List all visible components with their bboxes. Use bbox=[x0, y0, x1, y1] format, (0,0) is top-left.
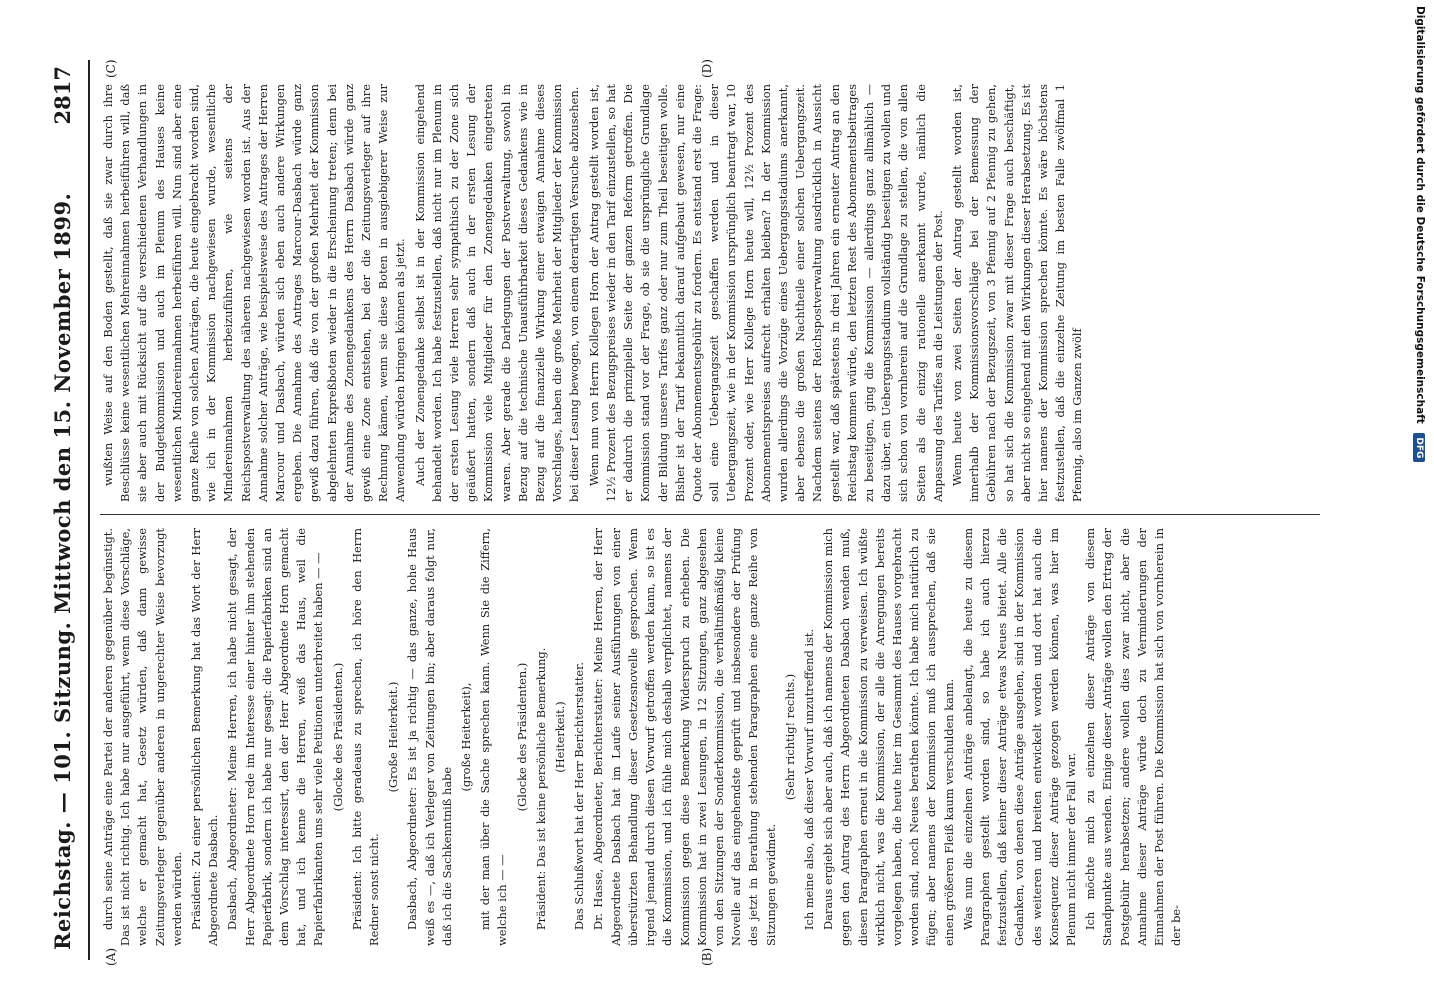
paragraph: Ich möchte mich zu einzelnen dieser Anträge von diesem Standpunkte aus wenden. Einige dieser Anträge wollen den Ertrag der Postgebühr herabsetzen; andere wollen dies zwar nicht, aber die Annahme dieser Anträge würde doch zu Verminderungen der Einnahmen der Post führen. Die Kommission hat sich von vornherein in der be- bbox=[1083, 528, 1184, 946]
page-number: 2817 bbox=[50, 66, 75, 125]
paragraph: Wenn nun von Herrn Kollegen Horn der Antrag gestellt worden ist, 12½ Prozent des Bezugspreises wieder in den Tarif einzustellen, so hat er dadurch die prinzipielle Seite der ganzen Reform getroffen. Die Kommission stand vor der Frage, ob sie die ursprüngliche Grundlage der Bildung unseres Tarifes ganz oder nur zum Theil beseitigen wolle. Bisher ist der Tarif bekanntlich darauf aufgebaut gewesen, nur eine Quote der Abonnementsgebühr zu fordern. Es entstand erst die Frage: soll eine Uebergangszeit geschaffen werden und in dieser Uebergangszeit, wie in der Kommission ursprünglich beantragt war, 10 Prozent oder, wie Herr Kollege Horn heute will, 12½ Prozent des Abonnementspreises aufrecht erhalten bleiben? In der Kommission wurden allerdings die Vorzüge eines Uebergangsstadiums anerkannt, aber ebenso die großen Nachtheile einer solchen Uebergangszeit. Nachdem seitens der Reichspostverwaltung ausdrücklich in Aussicht gestellt war, daß spätestens in drei Jahren ein erneuter Antrag an den Reichstag kommen würde, den letzten Rest des Abonnementsbeitrages zu beseitigen, ging die Kommission — allerdings ganz allmählich — dazu über, ein Uebergangsstadium vollständig beseitigen zu wollen und sich schon von vornherein auf die Grundlage zu stellen, die von allen Seiten als die einzig rationelle anerkannt wurde, nämlich die Anpassung des Tarifes an die Leistungen der Post. bbox=[586, 84, 945, 502]
paragraph: Präsident: Das ist keine persönliche Bemerkung. bbox=[533, 647, 548, 930]
paragraph: Präsident: Ich bitte geradeaus zu sprechen, ich höre den Herrn Redner sonst nicht. bbox=[349, 528, 382, 946]
running-head: Reichstag. — 101. Sitzung. Mittwoch den 15. November 1899. bbox=[50, 192, 75, 950]
paragraph: Dr. Hasse, Abgeordneter, Berichterstatter: Meine Herren, der Herr Abgeordnete Dasbach hat im Laufe seiner Ausführungen von einer überstürzten Behandlung dieser Gesetzesnovelle gesprochen. Wenn irgend jemand durch diesen Vorwurf getroffen werden kann, so ist es die Kommission, und ich fühle mich deshalb verpflichtet, namens der Kommission gegen diese Bemerkung Widerspruch zu erheben. Die Kommission hat in zwei Lesungen, in 12 Sitzungen, ganz abgesehen von den Sitzungen der Sonderkommission, die verhältnißmäßig kleine Novelle auf das eingehendste geprüft und insbesondere der Prüfung des jetzt in Berathung stehenden Paragraphen eine ganze Reihe von Sitzungen gewidmet. bbox=[591, 528, 778, 946]
margin-marker-d: (D) bbox=[700, 59, 714, 78]
paragraph: durch seine Anträge eine Partei der anderen gegenüber begünstigt. Das ist nicht richtig. Ich habe nur ausgeführt, wenn diese Vorschläge, welche er gemacht hat, Gesetz würden, daß dann gewisse Zeitungsverleger gegenüber anderen in ungerechter Weise bevorzugt werden würden. bbox=[101, 528, 184, 946]
paragraph: (Glocke des Präsidenten.) bbox=[330, 662, 345, 812]
paragraph: Was nun die einzelnen Anträge anbelangt, die heute zu diesem Paragraphen gestellt worden sind, so habe ich auch hierzu festzustellen, daß keiner dieser Anträge etwas Neues bietet. Alle die Gedanken, von denen diese Anträge ausgehen, sind in der Kommission des weiteren und breiten entwickelt worden und dort hat auch die Konsequenz dieser Anträge gezogen werden können, was hier im Plenum nicht immer der Fall war. bbox=[960, 528, 1078, 946]
digitization-credit bbox=[1400, 6, 1430, 986]
paragraph: (große Heiterkeit), bbox=[459, 682, 474, 792]
paragraph: Auch der Zonengedanke selbst ist in der Kommission eingehend behandelt worden. Ich habe festzustellen, daß nicht nur im Plenum in der ersten Lesung viele Herren sehr sympathisch zu der Zone sich geäußert hatten, sondern daß auch in der ersten Lesung der Kommission viele Mitglieder für den Zonengedanken eingetreten waren. Aber gerade die Darlegungen der Postverwaltung, sowohl in Bezug auf die technische Unausführbarkeit dieses Gedankens wie in Bezug auf die finanzielle Wirkung einer etwaigen Annahme dieses Vorschlages, haben die große Mehrheit der Mitglieder der Kommission bei dieser Lesung bewogen, von einem derartigen Versuche abzusehen. bbox=[412, 84, 582, 502]
paragraph: mit der man über die Sache sprechen kann. Wenn Sie die Ziffern, welche ich — — bbox=[478, 528, 510, 946]
paragraph: (Heiterkeit.) bbox=[553, 701, 568, 773]
header-rule bbox=[88, 60, 90, 960]
margin-marker-b: (B) bbox=[700, 947, 714, 966]
paragraph: Das Schlußwort hat der Herr Berichterstatter. bbox=[572, 662, 587, 930]
column-divider bbox=[100, 514, 1320, 515]
margin-marker-c: (C) bbox=[104, 59, 118, 78]
text-column-right bbox=[100, 84, 1320, 502]
paragraph: Dasbach, Abgeordneter: Es ist ja richtig — das ganze, hohe Haus weiß es —, daß ich Verleger von Zeitungen bin; aber daraus folgt nur, daß ich die Sachkenntniß habe bbox=[405, 528, 454, 946]
paragraph: Ich meine also, daß dieser Vorwurf unzutreffend ist. bbox=[801, 628, 816, 930]
document-page bbox=[40, 59, 1350, 966]
paragraph: (Sehr richtig! rechts.) bbox=[782, 673, 797, 801]
digitization-note: Digitalisierung gefördert durch die Deutsche Forschungsgemeinschaft bbox=[1414, 6, 1426, 424]
paragraph: (Große Heiterkeit.) bbox=[386, 681, 401, 793]
dfg-logo: DFG bbox=[1413, 433, 1425, 462]
paragraph: Präsident: Zu einer persönlichen Bemerkung hat das Wort der Herr Abgeordnete Dasbach. bbox=[189, 528, 221, 946]
text-column-left bbox=[100, 528, 1320, 946]
paragraph: Daraus ergiebt sich aber auch, daß ich namens der Kommission mich gegen den Antrag des Herrn Abgeordneten Dasbach wenden muß, diesen Paragraphen erneut in die Kommission zu verweisen. Ich wüßte wirklich nicht, was die Kommission, der alle die Anregungen bereits vorgelegen haben, die heute hier im Gesammt des Hauses vorgebracht worden sind, noch Neues berathen könnte. Ich habe mich natürlich zu fügen; aber namens der Kommission muß ich aussprechen, daß sie einen größeren Fleiß kaum verschulden kann. bbox=[821, 528, 956, 946]
paragraph: Dasbach, Abgeordneter: Meine Herren, ich habe nicht gesagt, der Herr Abgeordnete Horn rede im Interesse einer hinter ihm stehenden Papierfabrik, sondern ich habe nur gesagt: die Papierfabriken sind an dem Vorschlag interessirt, den der Herr Abgeordnete Horn gemacht hat, und ich kenne die Herren, weiß das Haus, weil die Papierfabrikanten uns sehr viele Petitionen unterbreitet haben — — bbox=[225, 528, 326, 946]
paragraph: wußten Weise auf den Boden gestellt, daß sie zwar durch ihre Beschlüsse keine wesentlichen Mehreinnahmen herbeiführen will, daß sie aber auch mit Rücksicht auf die verschiedenen Verhandlungen in der Budgetkommission und auch im Plenum des Hauses keine wesentlichen Mindereinnahmen herbeiführen will. Nun sind aber eine ganze Reihe von solchen Anträgen, die heute eingebracht worden sind, wie ich in der Kommission nachgewiesen wurde, wesentliche Mindereinnahmen herbeizuführen, wie seitens der Reichspostverwaltung des näheren nachgewiesen worden ist. Aus der Annahme solcher Anträge, wie beispielsweise des Antrages der Herren Marcour und Dasbach, würden sich eben auch andere Wirkungen ergeben. Die Annahme des Antrages Marcour-Dasbach würde ganz gewiß dazu führen, daß die von der großen Mehrheit der Kommission abgelehnten Expreßboten wieder in die Erscheinung treten; denn bei der Annahme des Zonengedankens des Herrn Dasbach würde ganz gewiß eine Zone entstehen, bei der die Zeitungsverleger auf ihre Rechnung kämen, wenn sie diese Boten in ausgiebigerer Weise zur Anwendung würden bringen können als jetzt. bbox=[101, 84, 408, 502]
paragraph: Wenn heute von zwei Seiten der Antrag gestellt worden ist, innerhalb der Kommissionsvorschläge bei der Bemessung der Gebühren nach der Bezugszeit, von 3 Pfennig auf 2 Pfennig zu gehen, so hat sich die Kommission zwar mit dieser Frage auch beschäftigt, aber nicht so eingehend mit den Wirkungen dieser Herabsetzung. Es ist hier namens der Kommission sprechen könnte. Es wäre höchstens festzustellen, daß die einzelne Zeitung im besten Falle zwölfmal 1 Pfennig, also im Ganzen zwölf bbox=[949, 84, 1085, 502]
margin-marker-a: (A) bbox=[104, 947, 118, 966]
page-header bbox=[40, 60, 86, 960]
paragraph: (Glocke des Präsidenten.) bbox=[514, 662, 529, 812]
